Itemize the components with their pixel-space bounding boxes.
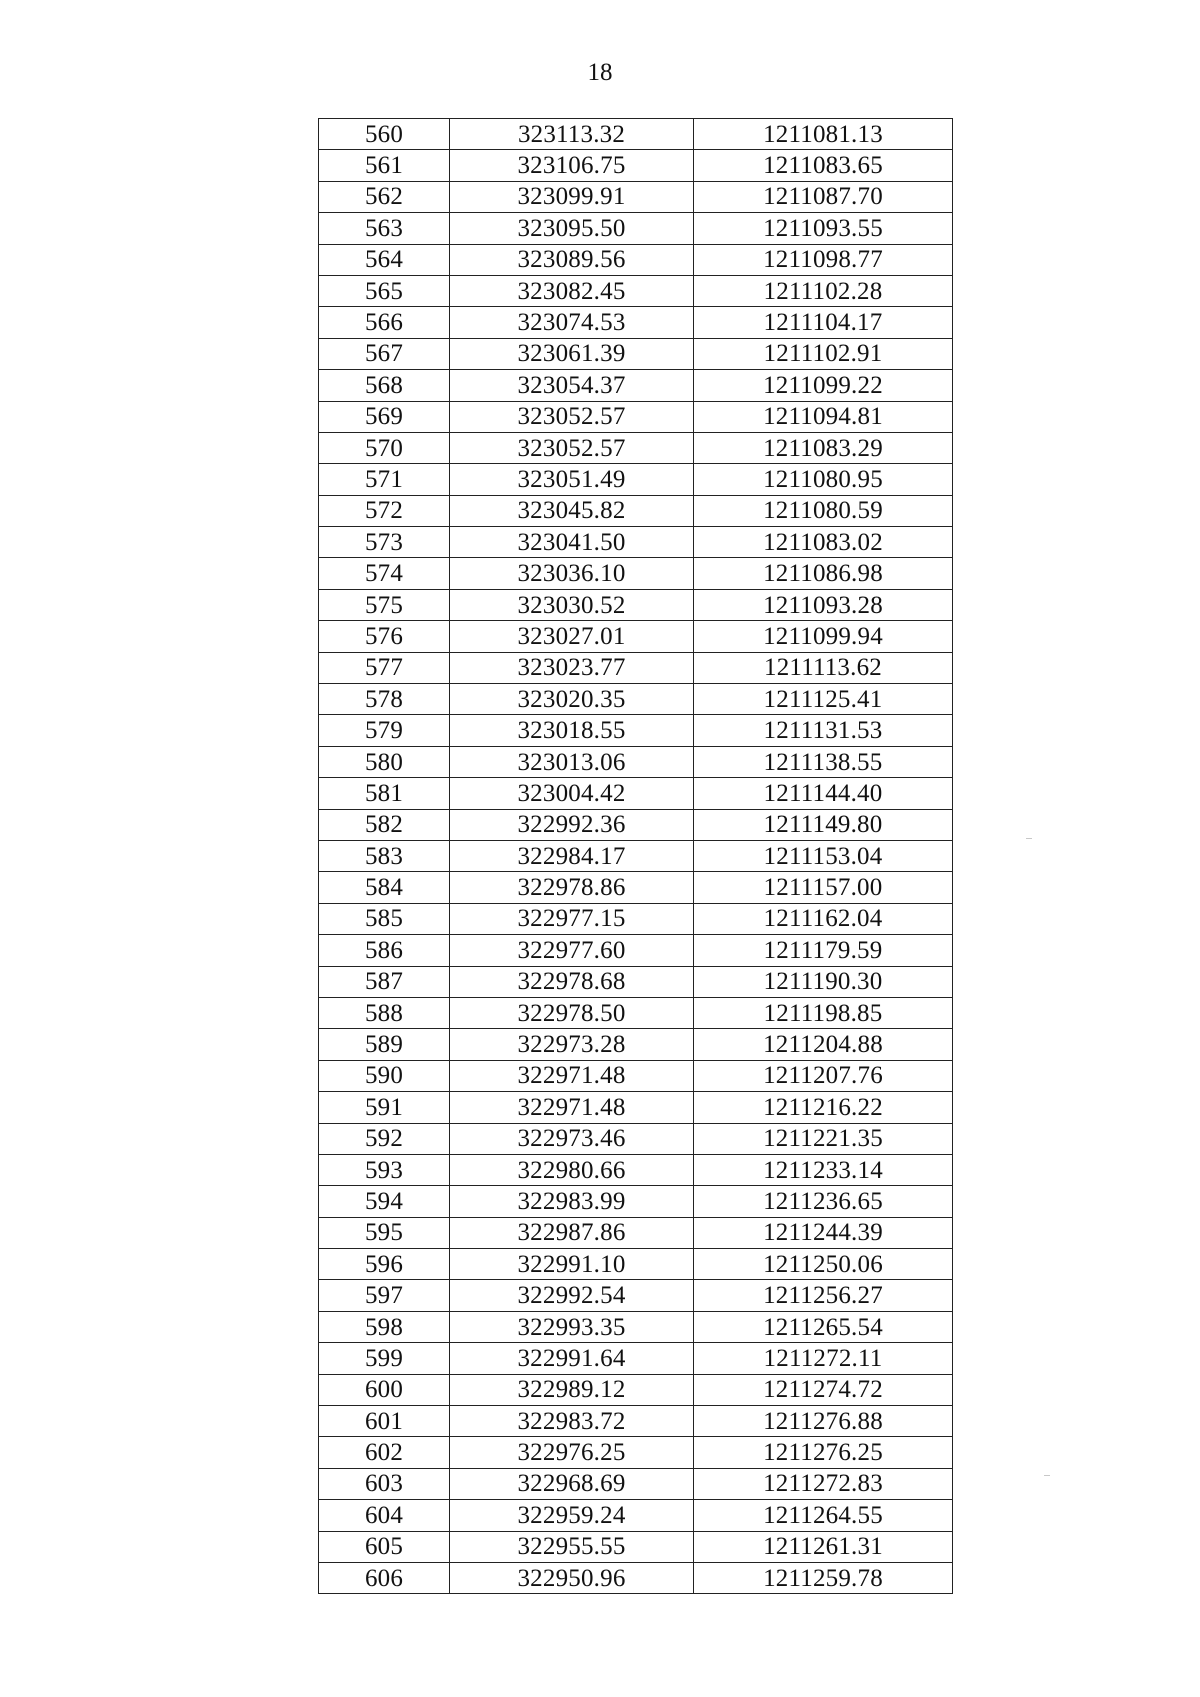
table-row <box>319 621 953 652</box>
table-row <box>319 1500 953 1531</box>
y-coordinate-cell: 1211272.83 <box>694 1468 953 1499</box>
x-coordinate-cell: 323041.50 <box>450 527 694 558</box>
table-row <box>319 119 953 150</box>
table-row <box>319 1468 953 1499</box>
table-row <box>319 244 953 275</box>
x-coordinate-cell: 322987.86 <box>450 1217 694 1248</box>
point-number-cell: 601 <box>319 1406 450 1437</box>
x-coordinate-cell: 322993.35 <box>450 1311 694 1342</box>
point-number-cell: 561 <box>319 150 450 181</box>
table-row <box>319 1562 953 1593</box>
point-number-cell: 566 <box>319 307 450 338</box>
table-row <box>319 338 953 369</box>
x-coordinate-cell: 322973.46 <box>450 1123 694 1154</box>
x-coordinate-cell: 323004.42 <box>450 778 694 809</box>
y-coordinate-cell: 1211216.22 <box>694 1092 953 1123</box>
point-number-cell: 600 <box>319 1374 450 1405</box>
table-row <box>319 966 953 997</box>
y-coordinate-cell: 1211098.77 <box>694 244 953 275</box>
y-coordinate-cell: 1211276.88 <box>694 1406 953 1437</box>
point-number-cell: 598 <box>319 1311 450 1342</box>
x-coordinate-cell: 322950.96 <box>450 1562 694 1593</box>
y-coordinate-cell: 1211261.31 <box>694 1531 953 1562</box>
table-row <box>319 684 953 715</box>
table-row <box>319 495 953 526</box>
y-coordinate-cell: 1211259.78 <box>694 1562 953 1593</box>
x-coordinate-cell: 322968.69 <box>450 1468 694 1499</box>
y-coordinate-cell: 1211250.06 <box>694 1249 953 1280</box>
table-row <box>319 872 953 903</box>
x-coordinate-cell: 322971.48 <box>450 1060 694 1091</box>
point-number-cell: 585 <box>319 903 450 934</box>
y-coordinate-cell: 1211083.29 <box>694 432 953 463</box>
y-coordinate-cell: 1211102.91 <box>694 338 953 369</box>
x-coordinate-cell: 322978.86 <box>450 872 694 903</box>
x-coordinate-cell: 323036.10 <box>450 558 694 589</box>
x-coordinate-cell: 322977.60 <box>450 935 694 966</box>
x-coordinate-cell: 322984.17 <box>450 840 694 871</box>
y-coordinate-cell: 1211131.53 <box>694 715 953 746</box>
x-coordinate-cell: 322992.54 <box>450 1280 694 1311</box>
point-number-cell: 603 <box>319 1468 450 1499</box>
table-row <box>319 809 953 840</box>
y-coordinate-cell: 1211190.30 <box>694 966 953 997</box>
x-coordinate-cell: 323052.57 <box>450 432 694 463</box>
point-number-cell: 580 <box>319 746 450 777</box>
y-coordinate-cell: 1211236.65 <box>694 1186 953 1217</box>
x-coordinate-cell: 323113.32 <box>450 119 694 150</box>
y-coordinate-cell: 1211179.59 <box>694 935 953 966</box>
table-row <box>319 1406 953 1437</box>
x-coordinate-cell: 323030.52 <box>450 589 694 620</box>
coordinates-table <box>318 118 953 1594</box>
y-coordinate-cell: 1211080.95 <box>694 464 953 495</box>
x-coordinate-cell: 323051.49 <box>450 464 694 495</box>
point-number-cell: 592 <box>319 1123 450 1154</box>
table-row <box>319 1531 953 1562</box>
y-coordinate-cell: 1211080.59 <box>694 495 953 526</box>
y-coordinate-cell: 1211102.28 <box>694 275 953 306</box>
x-coordinate-cell: 323061.39 <box>450 338 694 369</box>
y-coordinate-cell: 1211087.70 <box>694 181 953 212</box>
point-number-cell: 571 <box>319 464 450 495</box>
point-number-cell: 597 <box>319 1280 450 1311</box>
table-row <box>319 1154 953 1185</box>
point-number-cell: 578 <box>319 684 450 715</box>
y-coordinate-cell: 1211204.88 <box>694 1029 953 1060</box>
y-coordinate-cell: 1211149.80 <box>694 809 953 840</box>
table-row <box>319 935 953 966</box>
table-row <box>319 1092 953 1123</box>
y-coordinate-cell: 1211157.00 <box>694 872 953 903</box>
point-number-cell: 596 <box>319 1249 450 1280</box>
y-coordinate-cell: 1211233.14 <box>694 1154 953 1185</box>
x-coordinate-cell: 323027.01 <box>450 621 694 652</box>
point-number-cell: 575 <box>319 589 450 620</box>
table-row <box>319 213 953 244</box>
x-coordinate-cell: 322989.12 <box>450 1374 694 1405</box>
table-row <box>319 370 953 401</box>
point-number-cell: 562 <box>319 181 450 212</box>
point-number-cell: 583 <box>319 840 450 871</box>
point-number-cell: 568 <box>319 370 450 401</box>
table-row <box>319 432 953 463</box>
table-row <box>319 1280 953 1311</box>
x-coordinate-cell: 323054.37 <box>450 370 694 401</box>
table-row <box>319 1311 953 1342</box>
x-coordinate-cell: 323013.06 <box>450 746 694 777</box>
y-coordinate-cell: 1211221.35 <box>694 1123 953 1154</box>
x-coordinate-cell: 322976.25 <box>450 1437 694 1468</box>
table-row <box>319 1060 953 1091</box>
y-coordinate-cell: 1211198.85 <box>694 997 953 1028</box>
y-coordinate-cell: 1211093.28 <box>694 589 953 620</box>
point-number-cell: 604 <box>319 1500 450 1531</box>
point-number-cell: 577 <box>319 652 450 683</box>
point-number-cell: 593 <box>319 1154 450 1185</box>
y-coordinate-cell: 1211099.22 <box>694 370 953 401</box>
table-row <box>319 275 953 306</box>
y-coordinate-cell: 1211265.54 <box>694 1311 953 1342</box>
point-number-cell: 587 <box>319 966 450 997</box>
x-coordinate-cell: 323089.56 <box>450 244 694 275</box>
point-number-cell: 586 <box>319 935 450 966</box>
x-coordinate-cell: 323106.75 <box>450 150 694 181</box>
table-row <box>319 778 953 809</box>
point-number-cell: 595 <box>319 1217 450 1248</box>
x-coordinate-cell: 323018.55 <box>450 715 694 746</box>
x-coordinate-cell: 322983.72 <box>450 1406 694 1437</box>
scan-mark <box>1026 838 1032 839</box>
table-row <box>319 1123 953 1154</box>
point-number-cell: 564 <box>319 244 450 275</box>
x-coordinate-cell: 322973.28 <box>450 1029 694 1060</box>
table-row <box>319 527 953 558</box>
scan-mark <box>1044 1475 1050 1476</box>
point-number-cell: 606 <box>319 1562 450 1593</box>
point-number-cell: 588 <box>319 997 450 1028</box>
x-coordinate-cell: 322959.24 <box>450 1500 694 1531</box>
table-row <box>319 401 953 432</box>
x-coordinate-cell: 323099.91 <box>450 181 694 212</box>
x-coordinate-cell: 322991.10 <box>450 1249 694 1280</box>
table-row <box>319 589 953 620</box>
x-coordinate-cell: 323095.50 <box>450 213 694 244</box>
x-coordinate-cell: 322978.50 <box>450 997 694 1028</box>
x-coordinate-cell: 322971.48 <box>450 1092 694 1123</box>
y-coordinate-cell: 1211153.04 <box>694 840 953 871</box>
table-row <box>319 307 953 338</box>
table-row <box>319 652 953 683</box>
point-number-cell: 594 <box>319 1186 450 1217</box>
point-number-cell: 599 <box>319 1343 450 1374</box>
x-coordinate-cell: 322978.68 <box>450 966 694 997</box>
y-coordinate-cell: 1211272.11 <box>694 1343 953 1374</box>
x-coordinate-cell: 323023.77 <box>450 652 694 683</box>
y-coordinate-cell: 1211081.13 <box>694 119 953 150</box>
table-row <box>319 903 953 934</box>
point-number-cell: 565 <box>319 275 450 306</box>
point-number-cell: 589 <box>319 1029 450 1060</box>
y-coordinate-cell: 1211162.04 <box>694 903 953 934</box>
y-coordinate-cell: 1211099.94 <box>694 621 953 652</box>
x-coordinate-cell: 323045.82 <box>450 495 694 526</box>
table-row <box>319 1217 953 1248</box>
y-coordinate-cell: 1211083.65 <box>694 150 953 181</box>
y-coordinate-cell: 1211138.55 <box>694 746 953 777</box>
x-coordinate-cell: 323082.45 <box>450 275 694 306</box>
x-coordinate-cell: 323020.35 <box>450 684 694 715</box>
y-coordinate-cell: 1211083.02 <box>694 527 953 558</box>
point-number-cell: 563 <box>319 213 450 244</box>
x-coordinate-cell: 322980.66 <box>450 1154 694 1185</box>
point-number-cell: 591 <box>319 1092 450 1123</box>
point-number-cell: 581 <box>319 778 450 809</box>
y-coordinate-cell: 1211086.98 <box>694 558 953 589</box>
table-row <box>319 558 953 589</box>
point-number-cell: 569 <box>319 401 450 432</box>
point-number-cell: 570 <box>319 432 450 463</box>
table-row <box>319 746 953 777</box>
table-row <box>319 1374 953 1405</box>
x-coordinate-cell: 322992.36 <box>450 809 694 840</box>
coordinates-table-body <box>319 119 953 1594</box>
table-row <box>319 840 953 871</box>
x-coordinate-cell: 322955.55 <box>450 1531 694 1562</box>
point-number-cell: 560 <box>319 119 450 150</box>
y-coordinate-cell: 1211274.72 <box>694 1374 953 1405</box>
point-number-cell: 582 <box>319 809 450 840</box>
x-coordinate-cell: 322977.15 <box>450 903 694 934</box>
table-row <box>319 1186 953 1217</box>
x-coordinate-cell: 322991.64 <box>450 1343 694 1374</box>
point-number-cell: 573 <box>319 527 450 558</box>
y-coordinate-cell: 1211264.55 <box>694 1500 953 1531</box>
y-coordinate-cell: 1211276.25 <box>694 1437 953 1468</box>
x-coordinate-cell: 323074.53 <box>450 307 694 338</box>
point-number-cell: 590 <box>319 1060 450 1091</box>
table-row <box>319 181 953 212</box>
y-coordinate-cell: 1211207.76 <box>694 1060 953 1091</box>
y-coordinate-cell: 1211104.17 <box>694 307 953 338</box>
table-row <box>319 997 953 1028</box>
point-number-cell: 567 <box>319 338 450 369</box>
table-row <box>319 1249 953 1280</box>
point-number-cell: 605 <box>319 1531 450 1562</box>
y-coordinate-cell: 1211093.55 <box>694 213 953 244</box>
point-number-cell: 579 <box>319 715 450 746</box>
y-coordinate-cell: 1211256.27 <box>694 1280 953 1311</box>
point-number-cell: 584 <box>319 872 450 903</box>
y-coordinate-cell: 1211244.39 <box>694 1217 953 1248</box>
table-row <box>319 1343 953 1374</box>
x-coordinate-cell: 322983.99 <box>450 1186 694 1217</box>
y-coordinate-cell: 1211144.40 <box>694 778 953 809</box>
table-row <box>319 715 953 746</box>
table-row <box>319 464 953 495</box>
y-coordinate-cell: 1211094.81 <box>694 401 953 432</box>
point-number-cell: 574 <box>319 558 450 589</box>
table-row <box>319 1437 953 1468</box>
x-coordinate-cell: 323052.57 <box>450 401 694 432</box>
point-number-cell: 572 <box>319 495 450 526</box>
point-number-cell: 602 <box>319 1437 450 1468</box>
page-number: 18 <box>587 59 613 86</box>
y-coordinate-cell: 1211125.41 <box>694 684 953 715</box>
point-number-cell: 576 <box>319 621 450 652</box>
y-coordinate-cell: 1211113.62 <box>694 652 953 683</box>
table-row <box>319 1029 953 1060</box>
table-row <box>319 150 953 181</box>
